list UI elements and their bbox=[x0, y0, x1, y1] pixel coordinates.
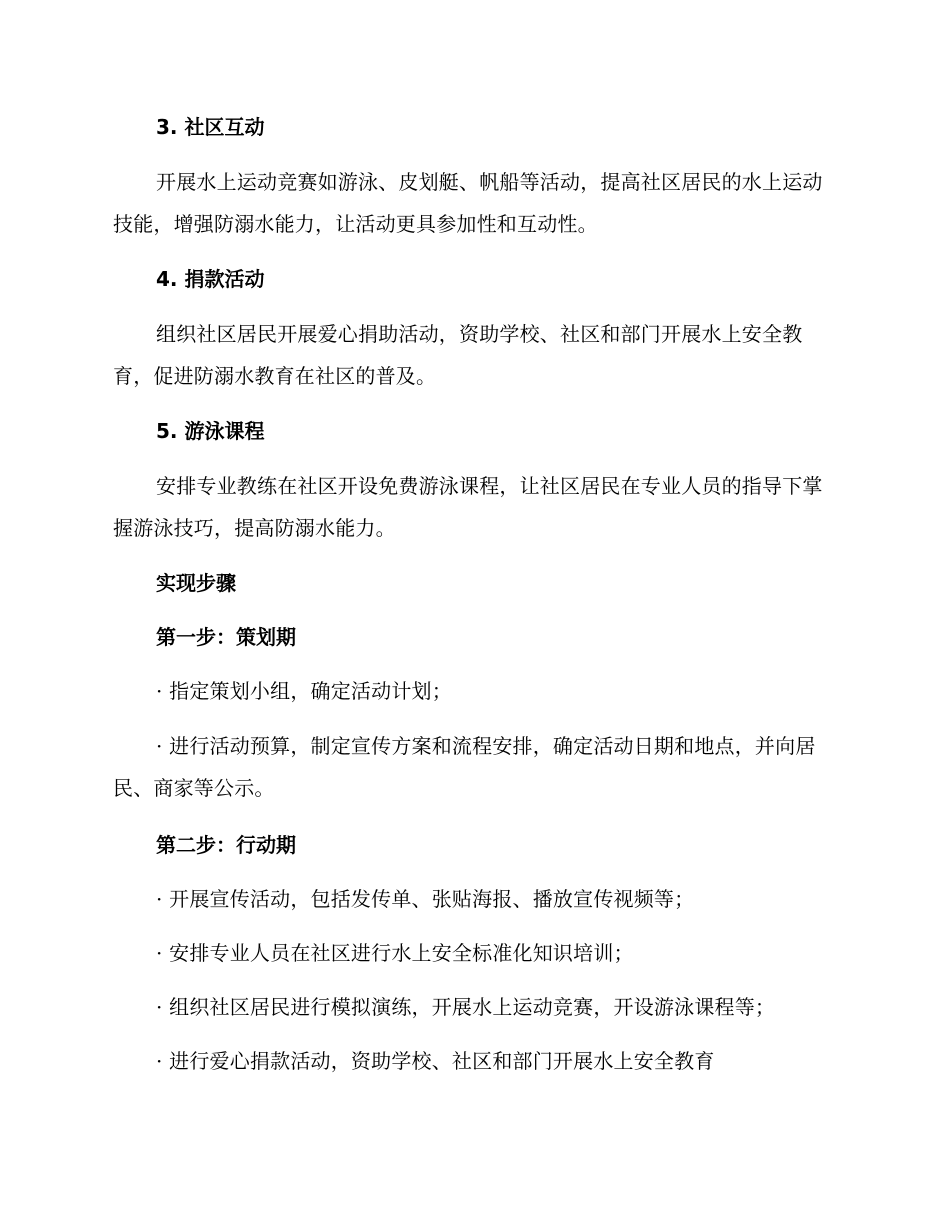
step2-item: · 进行爱心捐款活动，资助学校、社区和部门开展水上安全教育 bbox=[156, 1049, 715, 1073]
section-body-community-interaction: 开展水上运动竞赛如游泳、皮划艇、帆船等活动，提高社区居民的水上运动技能，增强防溺水能力，让活动更具参加性和互动性。 bbox=[113, 170, 823, 236]
step2-title: 第二步：行动期 bbox=[156, 833, 296, 857]
step1-item: · 指定策划小组，确定活动计划； bbox=[156, 679, 452, 703]
section-heading-community-interaction: 3. 社区互动 bbox=[156, 115, 265, 139]
section-heading-swimming-course: 5. 游泳课程 bbox=[156, 419, 265, 443]
step2-item: · 组织社区居民进行模拟演练，开展水上运动竞赛，开设游泳课程等； bbox=[156, 995, 776, 1019]
step2-item: · 安排专业人员在社区进行水上安全标准化知识培训； bbox=[156, 941, 634, 965]
section-body-donation: 组织社区居民开展爱心捐助活动，资助学校、社区和部门开展水上安全教育，促进防溺水教育在社区的普及。 bbox=[113, 322, 803, 388]
section-heading-donation: 4. 捐款活动 bbox=[156, 267, 265, 291]
section-body-swimming-course: 安排专业教练在社区开设免费游泳课程，让社区居民在专业人员的指导下掌握游泳技巧，提高防溺水能力。 bbox=[113, 474, 823, 540]
step2-item: · 开展宣传活动，包括发传单、张贴海报、播放宣传视频等； bbox=[156, 887, 695, 911]
step1-title: 第一步：策划期 bbox=[156, 625, 296, 649]
steps-title: 实现步骤 bbox=[156, 571, 236, 595]
step1-item: · 进行活动预算，制定宣传方案和流程安排，确定活动日期和地点，并向居民、商家等公示。 bbox=[113, 734, 816, 800]
